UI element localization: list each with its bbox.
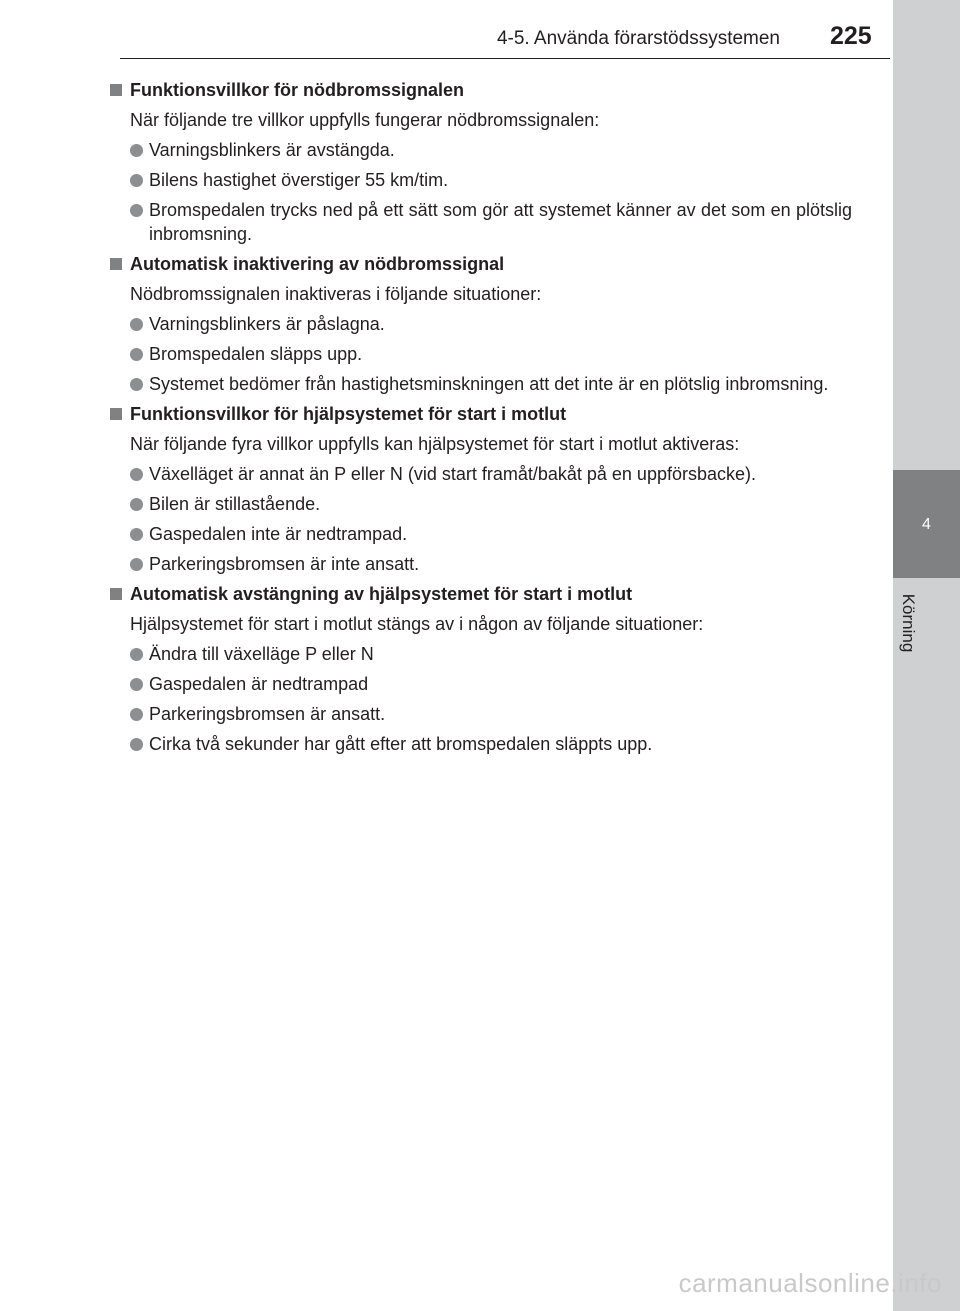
section-intro: När följande fyra villkor uppfylls kan hjälpsystemet för start i motlut aktiveras: xyxy=(130,434,740,454)
page-content xyxy=(110,72,852,762)
section-heading-text: Funktionsvillkor för nödbromssignalen xyxy=(130,80,465,100)
circle-bullet-icon xyxy=(130,378,143,391)
square-bullet-icon xyxy=(110,408,122,420)
list-item xyxy=(130,702,852,726)
circle-bullet-icon xyxy=(130,144,143,157)
section-heading xyxy=(110,582,852,606)
circle-bullet-icon xyxy=(130,318,143,331)
list-item xyxy=(130,462,852,486)
list-item xyxy=(130,732,852,756)
header-section-title: 4-5. Använda förarstödssystemen xyxy=(496,28,780,49)
section-intro: Hjälpsystemet för start i motlut stängs av i någon av följande situationer: xyxy=(130,614,704,634)
list-item-text: Gaspedalen inte är nedtrampad. xyxy=(149,524,408,544)
section-heading xyxy=(110,252,852,276)
list-item xyxy=(130,342,852,366)
list-item-text: Cirka två sekunder har gått efter att bromspedalen släppts upp. xyxy=(149,734,653,754)
watermark: carmanualsonline.info xyxy=(678,1268,942,1298)
square-bullet-icon xyxy=(110,84,122,96)
list-item xyxy=(130,642,852,666)
list-item-text: Bilen är stillastående. xyxy=(149,494,321,514)
circle-bullet-icon xyxy=(130,348,143,361)
list-item xyxy=(130,372,852,396)
section-hill-start-conditions xyxy=(110,402,852,576)
section-emergency-brake-conditions xyxy=(110,78,852,246)
chapter-label: Körning xyxy=(899,593,918,653)
list-item-text: Bilens hastighet överstiger 55 km/tim. xyxy=(149,170,449,190)
list-item xyxy=(130,552,852,576)
circle-bullet-icon xyxy=(130,648,143,661)
list-item xyxy=(130,138,852,162)
section-emergency-brake-deactivation xyxy=(110,252,852,396)
square-bullet-icon xyxy=(110,258,122,270)
list-item xyxy=(130,312,852,336)
list-item-text: Växelläget är annat än P eller N (vid start framåt/bakåt på en uppförsbacke). xyxy=(149,464,756,484)
list-item xyxy=(130,168,852,192)
section-heading xyxy=(110,402,852,426)
circle-bullet-icon xyxy=(130,468,143,481)
list-item-text: Systemet bedömer från hastighetsminskningen att det inte är en plötslig inbromsning. xyxy=(149,374,829,394)
side-tab-upper xyxy=(893,0,960,470)
list-item xyxy=(130,198,852,246)
section-intro: Nödbromssignalen inaktiveras i följande situationer: xyxy=(130,284,542,304)
chapter-number: 4 xyxy=(922,516,931,533)
circle-bullet-icon xyxy=(130,174,143,187)
list-item-text: Parkeringsbromsen är inte ansatt. xyxy=(149,554,420,574)
page-number: 225 xyxy=(830,22,872,50)
circle-bullet-icon xyxy=(130,708,143,721)
circle-bullet-icon xyxy=(130,738,143,751)
circle-bullet-icon xyxy=(130,204,143,217)
section-intro: När följande tre villkor uppfylls fungerar nödbromssignalen: xyxy=(130,110,600,130)
list-item-text: Bromspedalen trycks ned på ett sätt som gör att systemet känner av det som en plötslig inbromsning. xyxy=(149,200,852,244)
circle-bullet-icon xyxy=(130,498,143,511)
chapter-label-box xyxy=(896,578,920,668)
list-item-text: Parkeringsbromsen är ansatt. xyxy=(149,704,386,724)
section-hill-start-deactivation xyxy=(110,582,852,756)
square-bullet-icon xyxy=(110,588,122,600)
list-item xyxy=(130,492,852,516)
list-item-text: Varningsblinkers är påslagna. xyxy=(149,314,385,334)
circle-bullet-icon xyxy=(130,558,143,571)
section-heading-text: Funktionsvillkor för hjälpsystemet för start i motlut xyxy=(130,404,567,424)
circle-bullet-icon xyxy=(130,678,143,691)
chapter-tab xyxy=(893,470,960,578)
list-item-text: Varningsblinkers är avstängda. xyxy=(149,140,395,160)
side-tab-lower xyxy=(893,578,960,1311)
section-heading-text: Automatisk inaktivering av nödbromssignal xyxy=(130,254,505,274)
circle-bullet-icon xyxy=(130,528,143,541)
header-divider xyxy=(120,58,890,59)
list-item-text: Bromspedalen släpps upp. xyxy=(149,344,363,364)
list-item-text: Ändra till växelläge P eller N xyxy=(149,644,374,664)
list-item xyxy=(130,522,852,546)
section-heading-text: Automatisk avstängning av hjälpsystemet för start i motlut xyxy=(130,584,633,604)
section-heading xyxy=(110,78,852,102)
list-item-text: Gaspedalen är nedtrampad xyxy=(149,674,369,694)
list-item xyxy=(130,672,852,696)
